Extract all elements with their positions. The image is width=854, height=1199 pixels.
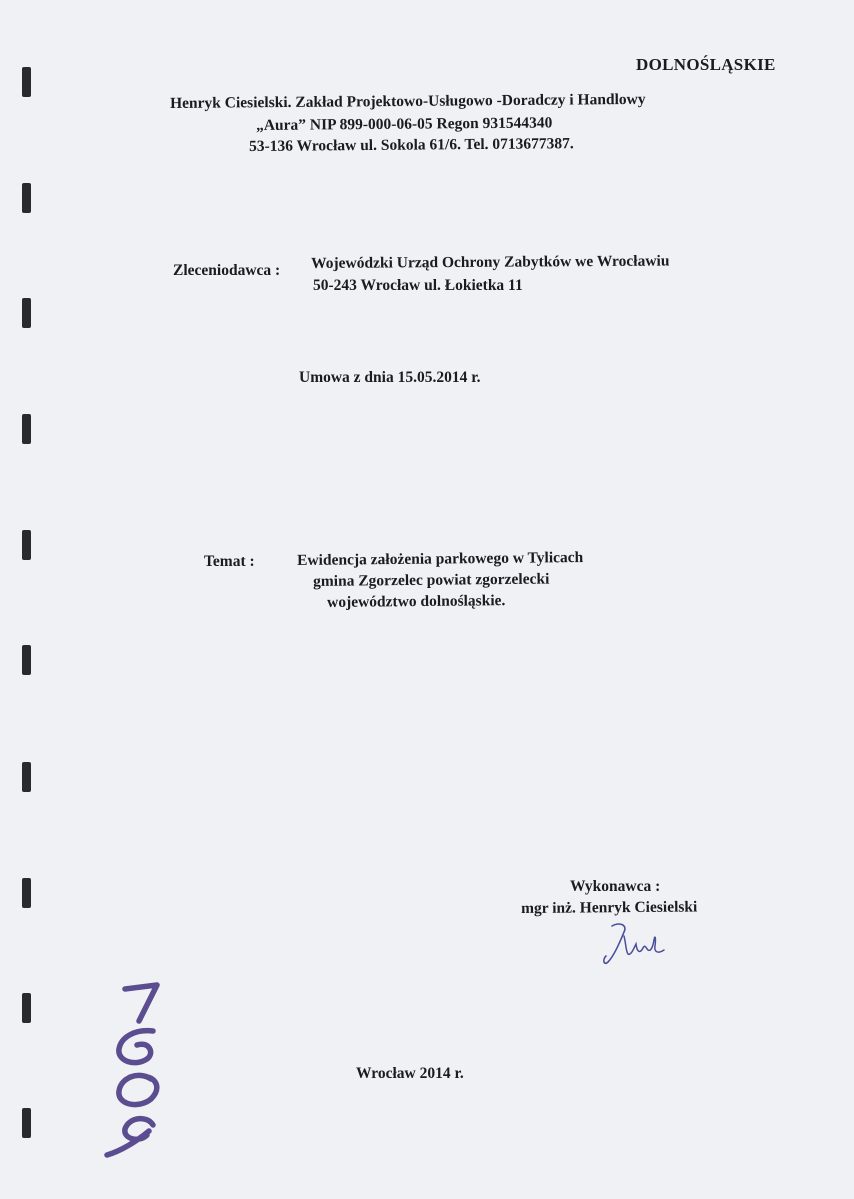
contractor-tax-ids: „Aura” NIP 899-000-06-05 Regon 931544340 xyxy=(256,114,553,134)
contract-date: Umowa z dnia 15.05.2014 r. xyxy=(299,369,481,386)
binder-hole xyxy=(22,878,31,908)
subject-line-2: gmina Zgorzelec powiat zgorzelecki xyxy=(313,570,550,590)
client-address: 50-243 Wrocław ul. Łokietka 11 xyxy=(313,277,523,294)
subject-line-3: województwo dolnośląskie. xyxy=(327,592,506,611)
binder-hole xyxy=(22,993,31,1023)
subject-line-1: Ewidencja założenia parkowego w Tylicach xyxy=(297,549,584,569)
binder-hole xyxy=(22,414,31,444)
binder-hole xyxy=(22,762,31,792)
place-date: Wrocław 2014 r. xyxy=(356,1065,464,1082)
executor-name: mgr inż. Henryk Ciesielski xyxy=(521,898,698,917)
client-name: Wojewódzki Urząd Ochrony Zabytków we Wrocławiu xyxy=(311,252,670,272)
binder-hole xyxy=(22,530,31,560)
handwritten-archive-number xyxy=(95,975,180,1165)
executor-label: Wykonawca : xyxy=(570,878,661,895)
binder-hole xyxy=(22,298,31,328)
binder-hole xyxy=(22,183,31,213)
binder-hole xyxy=(22,67,31,97)
subject-label: Temat : xyxy=(204,553,255,570)
contractor-address: 53-136 Wrocław ul. Sokola 61/6. Tel. 0713677387. xyxy=(249,135,574,155)
client-label: Zleceniodawca : xyxy=(173,262,281,279)
signature xyxy=(598,918,670,974)
binder-hole xyxy=(22,645,31,675)
binder-hole xyxy=(22,1108,31,1138)
region-stamp: DOLNOŚLĄSKIE xyxy=(636,55,776,74)
contractor-name-line: Henryk Ciesielski. Zakład Projektowo-Usługowo -Doradczy i Handlowy xyxy=(170,90,646,112)
